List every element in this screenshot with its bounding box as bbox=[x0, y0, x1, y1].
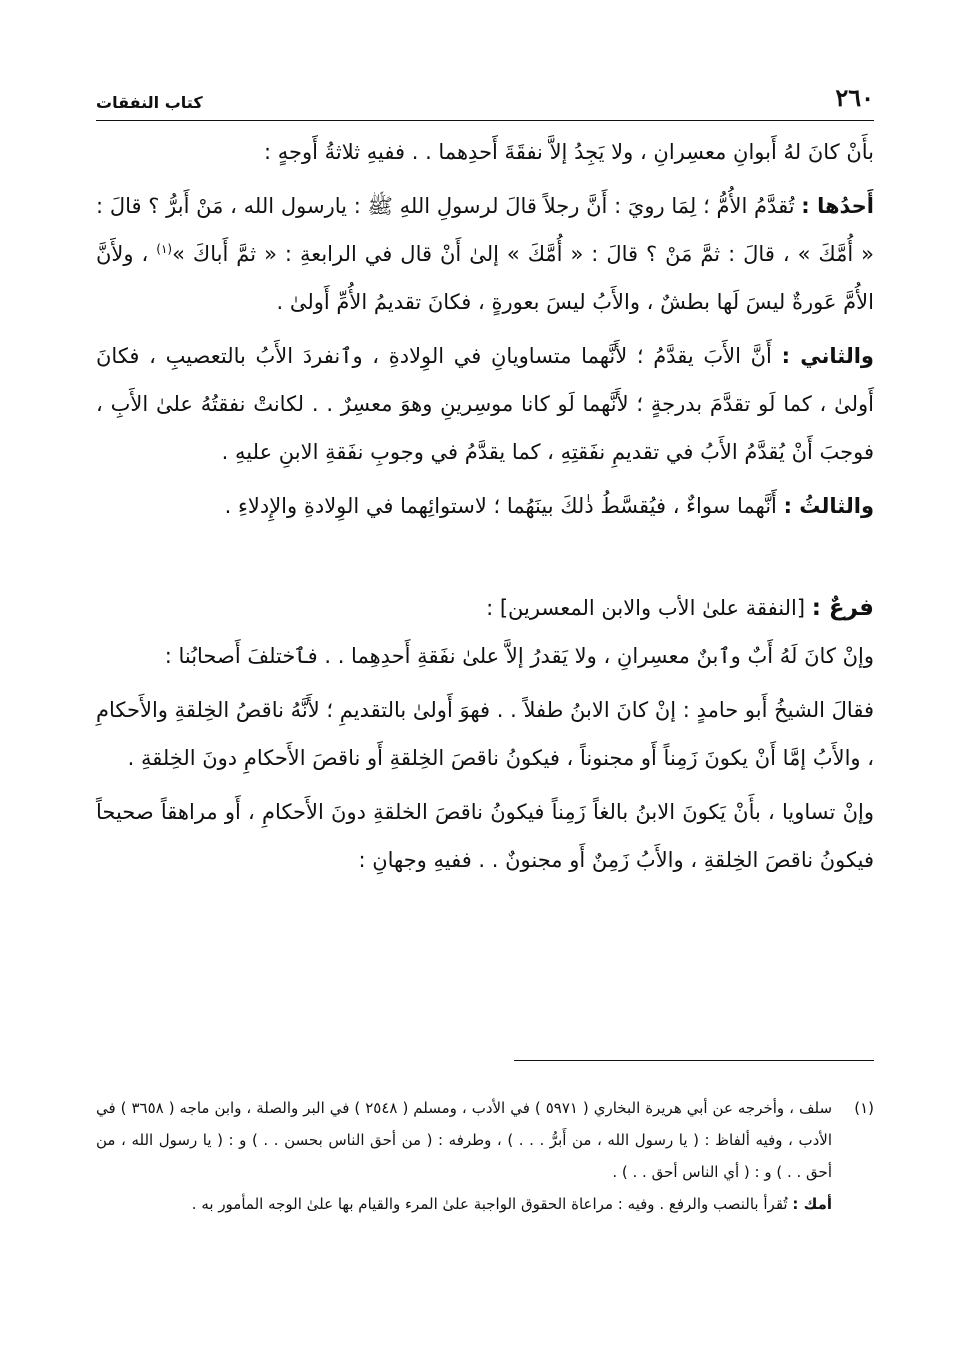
second-opinion-text: أَنَّ الأَبَ يقدَّمُ ؛ لأَنَّهما متساويانِ في الوِلادةِ ، وٱنفردَ الأَبُ بالتعصيبِ ، فكانَ أَولىٰ ، كما لَو تقدَّمَ بدرجةٍ ؛ لأَنَّهما لَو كانا موسِرينِ وهوَ معسِرٌ . . لكانتْ نفقتُهُ علىٰ الأَبِ ، فوجبَ أَنْ يُقدَّمُ الأَبُ في تقديمِ نفَقتِهِ ، كما يقدَّمُ في وجوبِ نفَقةِ الابنِ عليهِ . bbox=[96, 344, 874, 464]
header-rule bbox=[96, 120, 874, 121]
branch-paragraph-1: وإنْ كانَ لَهُ أَبٌ وٱبنٌ معسِرانِ ، ولا يَقدرُ إلاَّ علىٰ نفَقةِ أَحدِهِما . . فٱختلفَ أَصحابُنا : bbox=[164, 644, 874, 668]
third-opinion-text: أَنَّهما سواءٌ ، فيُقسَّطُ ذٰلكَ بينَهُما ؛ لاستوائِهما في الوِلادةِ والإِدلاءِ . bbox=[224, 494, 777, 518]
footnotes-section bbox=[96, 1092, 874, 1220]
branch-label: فرعٌ : bbox=[811, 595, 874, 621]
section-gap bbox=[96, 530, 874, 584]
third-opinion-label: والثالثُ : bbox=[783, 494, 874, 518]
footnote-text: سلف ، وأخرجه عن أبي هريرة البخاري ( ٥٩٧١ ) في الأدب ، ومسلم ( ٢٥٤٨ ) في البر والصلة ، وابن ماجه ( ٣٦٥٨ ) في الأدب ، وفيه ألفاظ : ( يا رسول الله ، من أَبرُّ . . . ) ، وطرفه : ( من أحق الناس بحسن . . ) و : ( يا رسول الله ، من أحق . . ) و : ( أي الناس أحق . . ) . bbox=[96, 1099, 833, 1181]
running-header bbox=[96, 82, 874, 112]
gloss-text: تُقرأ بالنصب والرفع . وفيه : مراعاة الحقوق الواجبة علىٰ المرء والقيام بها علىٰ الوجه المأمور به . bbox=[191, 1195, 788, 1213]
branch-heading bbox=[96, 584, 874, 632]
footnote-body bbox=[96, 1092, 832, 1220]
footnote-gloss bbox=[96, 1188, 832, 1220]
branch-paragraph-2: فقالَ الشيخُ أَبو حامدٍ : إنْ كانَ الابنُ طفلاً . . فهوَ أَولىٰ بالتقديمِ ؛ لأَنَّهُ ناقصُ الخِلقةِ والأَحكامِ ، والأَبُ إمَّا أَنْ يكونَ زَمِناً أَو مجنوناً ، فيكونُ ناقصَ الخِلقةِ أَو ناقصَ الأَحكامِ دونَ الخِلقةِ . bbox=[96, 698, 874, 770]
intro-paragraph: بأَنْ كانَ لهُ أَبوانِ معسِرانِ ، ولا يَجِدُ إلاَّ نفقَةَ أَحدِهما . . ففيهِ ثلاثةُ أَوجهٍ : bbox=[264, 140, 874, 164]
branch-title: [النفقة علىٰ الأب والابن المعسرين] : bbox=[486, 596, 806, 620]
branch-paragraph-3: وإنْ تساويا ، بأَنْ يَكونَ الابنُ بالغاً زَمِناً فيكونُ ناقصَ الخلقةِ دونَ الأَحكامِ ، أَو مراهقاً صحيحاً فيكونُ ناقصَ الخِلقةِ ، والأَبُ زَمِنٌ أَو مجنونٌ . . ففيهِ وجهانِ : bbox=[96, 800, 874, 872]
footnote-reference[interactable]: (١) bbox=[156, 242, 173, 256]
gloss-term: أمك : bbox=[792, 1195, 832, 1213]
footnote-number: (١) bbox=[854, 1099, 874, 1117]
first-opinion-label: أَحدُها : bbox=[801, 194, 874, 218]
first-opinion-text: تُقدَّمُ الأُمُّ ؛ لِمَا رويَ : أَنَّ رجلاً قالَ لرسولِ اللهِ ﷺ : يارسول الله ، مَنْ أَبرُّ ؟ قالَ : « أُمَّكَ » ، قالَ : ثمَّ مَنْ ؟ قالَ : « أُمَّكَ » إلىٰ أَنْ قال في الرابعةِ : « ثمَّ أَباكَ » bbox=[96, 194, 874, 266]
page-number: ٢٦٠ bbox=[835, 83, 874, 112]
book-title: كتاب النفقات bbox=[96, 93, 203, 112]
first-opinion-paragraph bbox=[96, 182, 874, 326]
footnote bbox=[96, 1092, 874, 1220]
second-opinion-paragraph bbox=[96, 332, 874, 476]
first-opinion-text-continued: ، ولأَنَّ الأُمَّ عَورةٌ ليسَ لَها بطشٌ ، والأَبُ ليسَ بعورةٍ ، فكانَ تقديمُ الأُمِّ أَولىٰ . bbox=[96, 242, 874, 314]
second-opinion-label: والثاني : bbox=[781, 344, 874, 368]
third-opinion-paragraph bbox=[96, 482, 874, 530]
footnote-rule bbox=[514, 1060, 874, 1061]
main-text bbox=[96, 128, 874, 884]
